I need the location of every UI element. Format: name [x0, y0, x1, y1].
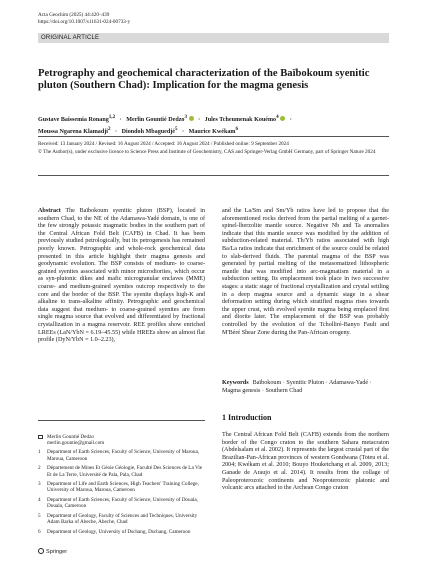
journal-citation: Acta Geochim (2025) 44:420–439 — [38, 12, 110, 18]
author-separator: · — [119, 117, 122, 124]
abstract-text: The Baïbokoum syenitic pluton (BSP), located in southern Chad, to the NE of the Adamawa-Yadé domain, is one of the few strongly potassic magmatic bodies in the southern part of the Central African Fold Belt (CAFB) in Chad. It has been previously studied petrologically, but its petrogenesis has remained poorly known. Petrographic and whole-rock geochemical data presented in this article highlight their magma genesis and geodynamic evolution. The BSP consists of medium- to coarse-grained syenites associated with minor microdiorites, which occur as syn-plutonic dikes and mafic microgranular enclaves (MME) coarse- and medium-grained syenites outcrop respectively to the core and the border of the BSP. The syenite displays high-K and alkaline to trans-alkaline affinity. Petrographic and geochemical data suggest that medium- to coarse-grained syenites are from single magma source that evolved and differentiated by fractional crystallization in a magma reservoir. REE profiles show enriched LREEs (LaN/YbN = 6.19–45.55) while HREEs show an almost flat profile (DyN/YbN = 1.0–2.23), — [38, 208, 205, 344]
affiliation-item: 4 Department of Earth Sciences, Faculty of Science, University of Douala, Douala, Cameroon — [38, 497, 198, 510]
affiliation-item: 1 Department of Earth Sciences, Faculty of Science, University of Maroua, Maroua, Cameroon — [38, 449, 200, 462]
received-dates: Received: 13 January 2024 / Revised: 16 August 2024 / Accepted: 16 August 2024 / Published online: 9 September 2024 — [38, 141, 289, 147]
corresponding-name: Merlin Gountié Dedzo — [47, 434, 94, 440]
copyright-notice: © The Author(s), under exclusive licence to Science Press and Institute of Geochemistry, CAS and Springer-Verlag GmbH Germany, part of Springer Nature 2024 — [38, 149, 376, 155]
envelope-icon — [38, 435, 43, 439]
author-name[interactable]: Diondoh Mbaguedjé — [121, 128, 175, 135]
article-type-banner — [38, 33, 389, 43]
keywords — [222, 380, 389, 395]
affiliation-item: 5 Department of Geology, Faculty of Sciences and Techniques, University Adam Barka of Abeche, Abeche, Chad — [38, 513, 198, 526]
article-type-label: ORIGINAL ARTICLE — [41, 34, 100, 41]
keywords-label: Keywords — [222, 380, 249, 386]
author-name[interactable]: Merlin Gountié Dedzo — [126, 117, 185, 124]
affiliations — [38, 434, 205, 539]
doi-link[interactable]: https://doi.org/10.1007/s11631-024-00733-y — [38, 19, 131, 25]
introduction-text: The Central African Fold Belt (CAFB) extends from the northern border of the Congo craton to the southern Sahara metacraton (Abdelsalam et al. 2002). It represents the largest crustal part of the Brazilian-Pan-African provinces of western Gondwana (Toteu et al. 2004; Kwékam et al. 2010; Bouyo Houketchang et al. 2009, 2013; Ganade de Araujo et al. 2014). It results from the collage of Paleoproterozoic continents and Neoproterozoic platonic and volcanic arcs attached to the Archean Congo craton — [222, 432, 389, 492]
corresponding-email[interactable]: merlin.gountie@gmail.com — [47, 440, 105, 447]
author-separator: · — [198, 117, 201, 124]
author-name[interactable]: Maurice Kwékam — [188, 128, 236, 135]
abstract-heading: Abstract — [38, 208, 61, 214]
article-title: Petrography and geochemical characterization of the Baïbokoum syenitic pluton (Southern Chad): Implication for the magma genesis — [38, 68, 370, 92]
abstract-text-continued: and the La/Sm and Sm/Yb ratios have led to propose that the aforementioned rocks derived from the partial melting of a garnet-spinel-lherzolite mantle source. Negative Nb and Ta anomalies indicate that this mantle source was modified by the addition of subduction-related material. Th/Yb ratios associated with high Ba/La ratios indicate that enrichment of the source could be related to slab-derived fluids. The parental magma of the BSP was generated by partial melting of the metasomatized lithospheric mantle that was modified into arc-magmatism material in a subduction setting. Its emplacement took place in two successive stages: a static stage of fractional crystallization and crystal settling in a deep magma source and a dynamic stage in a shear deformation setting during which stratified magma rises towards the upper crust, with evolved syenite magma being emplaced first and diorite later. The emplacement of the BSP was probably controlled by the evolution of the Tcholliré-Banyo Fault and M'Béré Shear Zone during the Pan-African orogeny. — [222, 208, 389, 336]
divider — [38, 175, 389, 176]
affiliation-item: 6 Department of Geology, University of Dschang, Dschang, Cameroon — [38, 528, 191, 535]
publisher-logo[interactable] — [38, 548, 67, 555]
author-name[interactable]: Moussa Ngarena Klamadji — [38, 128, 108, 135]
springer-horse-icon — [38, 548, 44, 554]
author-name[interactable]: Gustave Baissemia Ronang — [38, 117, 109, 124]
orcid-icon[interactable] — [189, 116, 194, 121]
abstract-column-right — [222, 208, 389, 337]
author-name[interactable]: Jules Tcheumenak Kouémo — [204, 117, 277, 124]
corresponding-author — [38, 434, 205, 446]
abstract-column-left — [38, 208, 205, 345]
divider — [38, 136, 389, 137]
affiliation-item: 3 Department of Life and Earth Sciences, High Teachers' Training College, University of Maroua, Maroua, Cameroon — [38, 481, 199, 494]
orcid-icon[interactable] — [280, 116, 285, 121]
divider — [38, 420, 205, 421]
affiliation-item: 2 Département de Mines Et Géoie Géologie, Faculté Des Sciences de La Vie Et de La Terre, Université de Pala, Pala, Chad — [38, 465, 203, 478]
author-separator: · — [289, 117, 292, 124]
author-list: Gustave Baissemia Ronang$^{1,2}$ · Merlin Gountié Dedzo$^3$ · Jules Tcheumenak Kouémo$^4$ · Moussa Ngarena Klamadji$^2$ · Diondoh Mbaguedjé$^5$ · Maurice Kwékam$^6$ — [38, 114, 292, 135]
author-separator: · — [115, 128, 118, 135]
author-separator: · — [182, 128, 185, 135]
keywords-text: Baïbokoum · Syenitic Pluton · Adamawa-Yadé · Magma genesis · Southern Chad — [222, 380, 372, 394]
publisher-name: Springer — [46, 549, 68, 555]
section-heading: 1 Introduction — [222, 413, 272, 422]
